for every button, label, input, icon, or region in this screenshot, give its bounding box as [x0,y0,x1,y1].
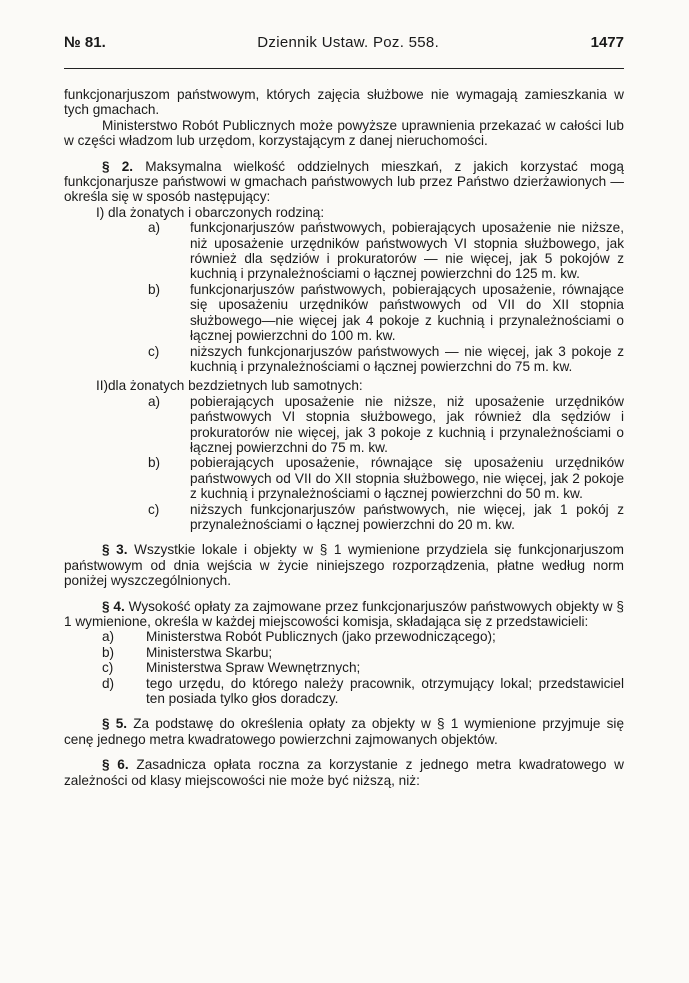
header-rule [64,68,624,69]
intro-paragraph-1: funkcjonarjuszom państwowym, których zajęcia służbowe nie wymagają zamieszkania w tych gmachach. [64,87,624,118]
section-6 [64,757,624,788]
page-header [64,34,624,56]
journal-title: Dziennik Ustaw. Poz. 558. [257,34,440,51]
group-2-label: II) [96,378,109,394]
section-4-item-a [64,629,624,644]
group-1 [64,205,624,220]
section-6-text: Zasadnicza opłata roczna za korzystanie z jednego metra kwadratowego w zależności od klasy miejscowości nie może być niższą, niż: [64,757,624,788]
group-2-item-b [64,455,624,501]
group-1-text: dla żonatych i obarczonych rodziną: [108,204,325,220]
item-label: b) [148,281,161,297]
item-label: c) [148,343,160,359]
section-4-item-c [64,660,624,675]
section-5-text: Za podstawę do określenia opłaty za objekty w § 1 wymienione przyjmuje się cenę jednego metra kwadratowego powierzchni zajmowanych objektów. [64,716,625,747]
section-4-item-d [64,676,624,707]
group-1-item-c [64,344,624,375]
item-text: Ministerstwa Spraw Wewnętrznych; [146,660,361,676]
section-4-title: § 4. [102,598,125,614]
group-2-item-c [64,502,624,533]
item-text: pobierających uposażenie, równające się uposażeniu urzędników państwowych od VII do XII stopnia służbowego, nie więcej, jak 2 pokoje z kuchnią i przynależnościami o łącznej powierzchni do 50 m. kw. [190,455,624,502]
section-4-text: Wysokość opłaty za zajmowane przez funkcjonarjuszów państwowych objekty w § 1 wymienione, określa w każdej miejscowości komisja, składająca się z przedstawicieli: [64,598,624,629]
item-text: niższych funkcjonarjuszów państwowych — nie więcej, jak 3 pokoje z kuchnią i przynależnościami o łącznej powierzchni do 75 m. kw. [190,343,624,374]
item-label: b) [148,455,161,471]
section-3-text: Wszystkie lokale i objekty w § 1 wymienione przydziela się funkcjonarjuszom państwowym od dnia wejścia w życie niniejszego rozporządzenia, płatne według norm poniżej wyszczególnionych. [64,542,624,589]
section-4-item-b [64,645,624,660]
item-label: a) [102,629,115,645]
item-text: pobierających uposażenie nie niższe, niż uposażenie urzędników państwowych VI stopnia służbowego, jak również dla sędziów i prokuratorów nie więcej, jak 3 pokoje z kuchnią i przynależnościami o łącznej powierzchni do 75 m. kw. [190,393,624,455]
group-1-item-b [64,282,624,344]
item-text: funkcjonarjuszów państwowych, pobierających uposażenie, równające się uposażeniu urzędników państwowych od VII do XII stopnia służbowego—nie więcej jak 4 pokoje z kuchnią i przynależnościami o łącznej powierzchni do 100 m. kw. [190,281,624,344]
section-4 [64,599,624,630]
intro-paragraph-2: Ministerstwo Robót Publicznych może powyższe uprawnienia przekazać w całości lub w części władzom lub urzędom, korzystającym z danej nieruchomości. [64,117,624,149]
document-page [64,34,624,788]
section-5-title: § 5. [102,716,128,732]
item-label: a) [148,220,161,236]
item-label: c) [102,660,114,676]
section-3 [64,542,624,588]
section-3-title: § 3. [102,542,128,558]
item-text: niższych funkcjonarjuszów państwowych, nie więcej, jak 1 pokój z przynależnościami o łącznej powierzchni do 20 m. kw. [190,501,624,532]
item-label: d) [102,675,115,691]
group-2-text: dla żonatych bezdzietnych lub samotnych: [108,378,363,394]
group-1-item-a [64,220,624,282]
issue-number: № 81. [64,34,106,51]
item-text: Ministerstwa Robót Publicznych (jako przewodniczącego); [146,629,496,645]
group-1-label: I) [96,204,105,220]
section-2-text: Maksymalna wielkość oddzielnych mieszkań, z jakich korzystać mogą funkcjonarjusze państwowi w gmachach państwowych lub przez Państwo dzierżawionych — określa się w sposób następujący: [64,158,624,205]
page-number: 1477 [590,34,624,51]
item-label: b) [102,644,115,660]
group-2 [64,378,624,393]
section-2-title: § 2. [102,158,134,174]
item-text: tego urzędu, do którego należy pracownik, otrzymujący lokal; przedstawiciel ten posiada tylko głos doradczy. [146,675,624,707]
item-label: a) [148,393,161,409]
item-label: c) [148,501,160,517]
section-6-title: § 6. [102,757,129,773]
item-text: Ministerstwa Skarbu; [146,644,273,660]
section-2 [64,159,624,205]
group-2-item-a [64,394,624,456]
section-5 [64,716,624,747]
item-text: funkcjonarjuszów państwowych, pobierających uposażenie nie niższe, niż uposażenie urzędników państwowych VI stopnia służbowego, jak również dla sędziów i prokuratorów — nie więcej, jak 5 pokojów z kuchnią i przynależnościami o łącznej powierzchni do 125 m. kw. [190,220,624,282]
